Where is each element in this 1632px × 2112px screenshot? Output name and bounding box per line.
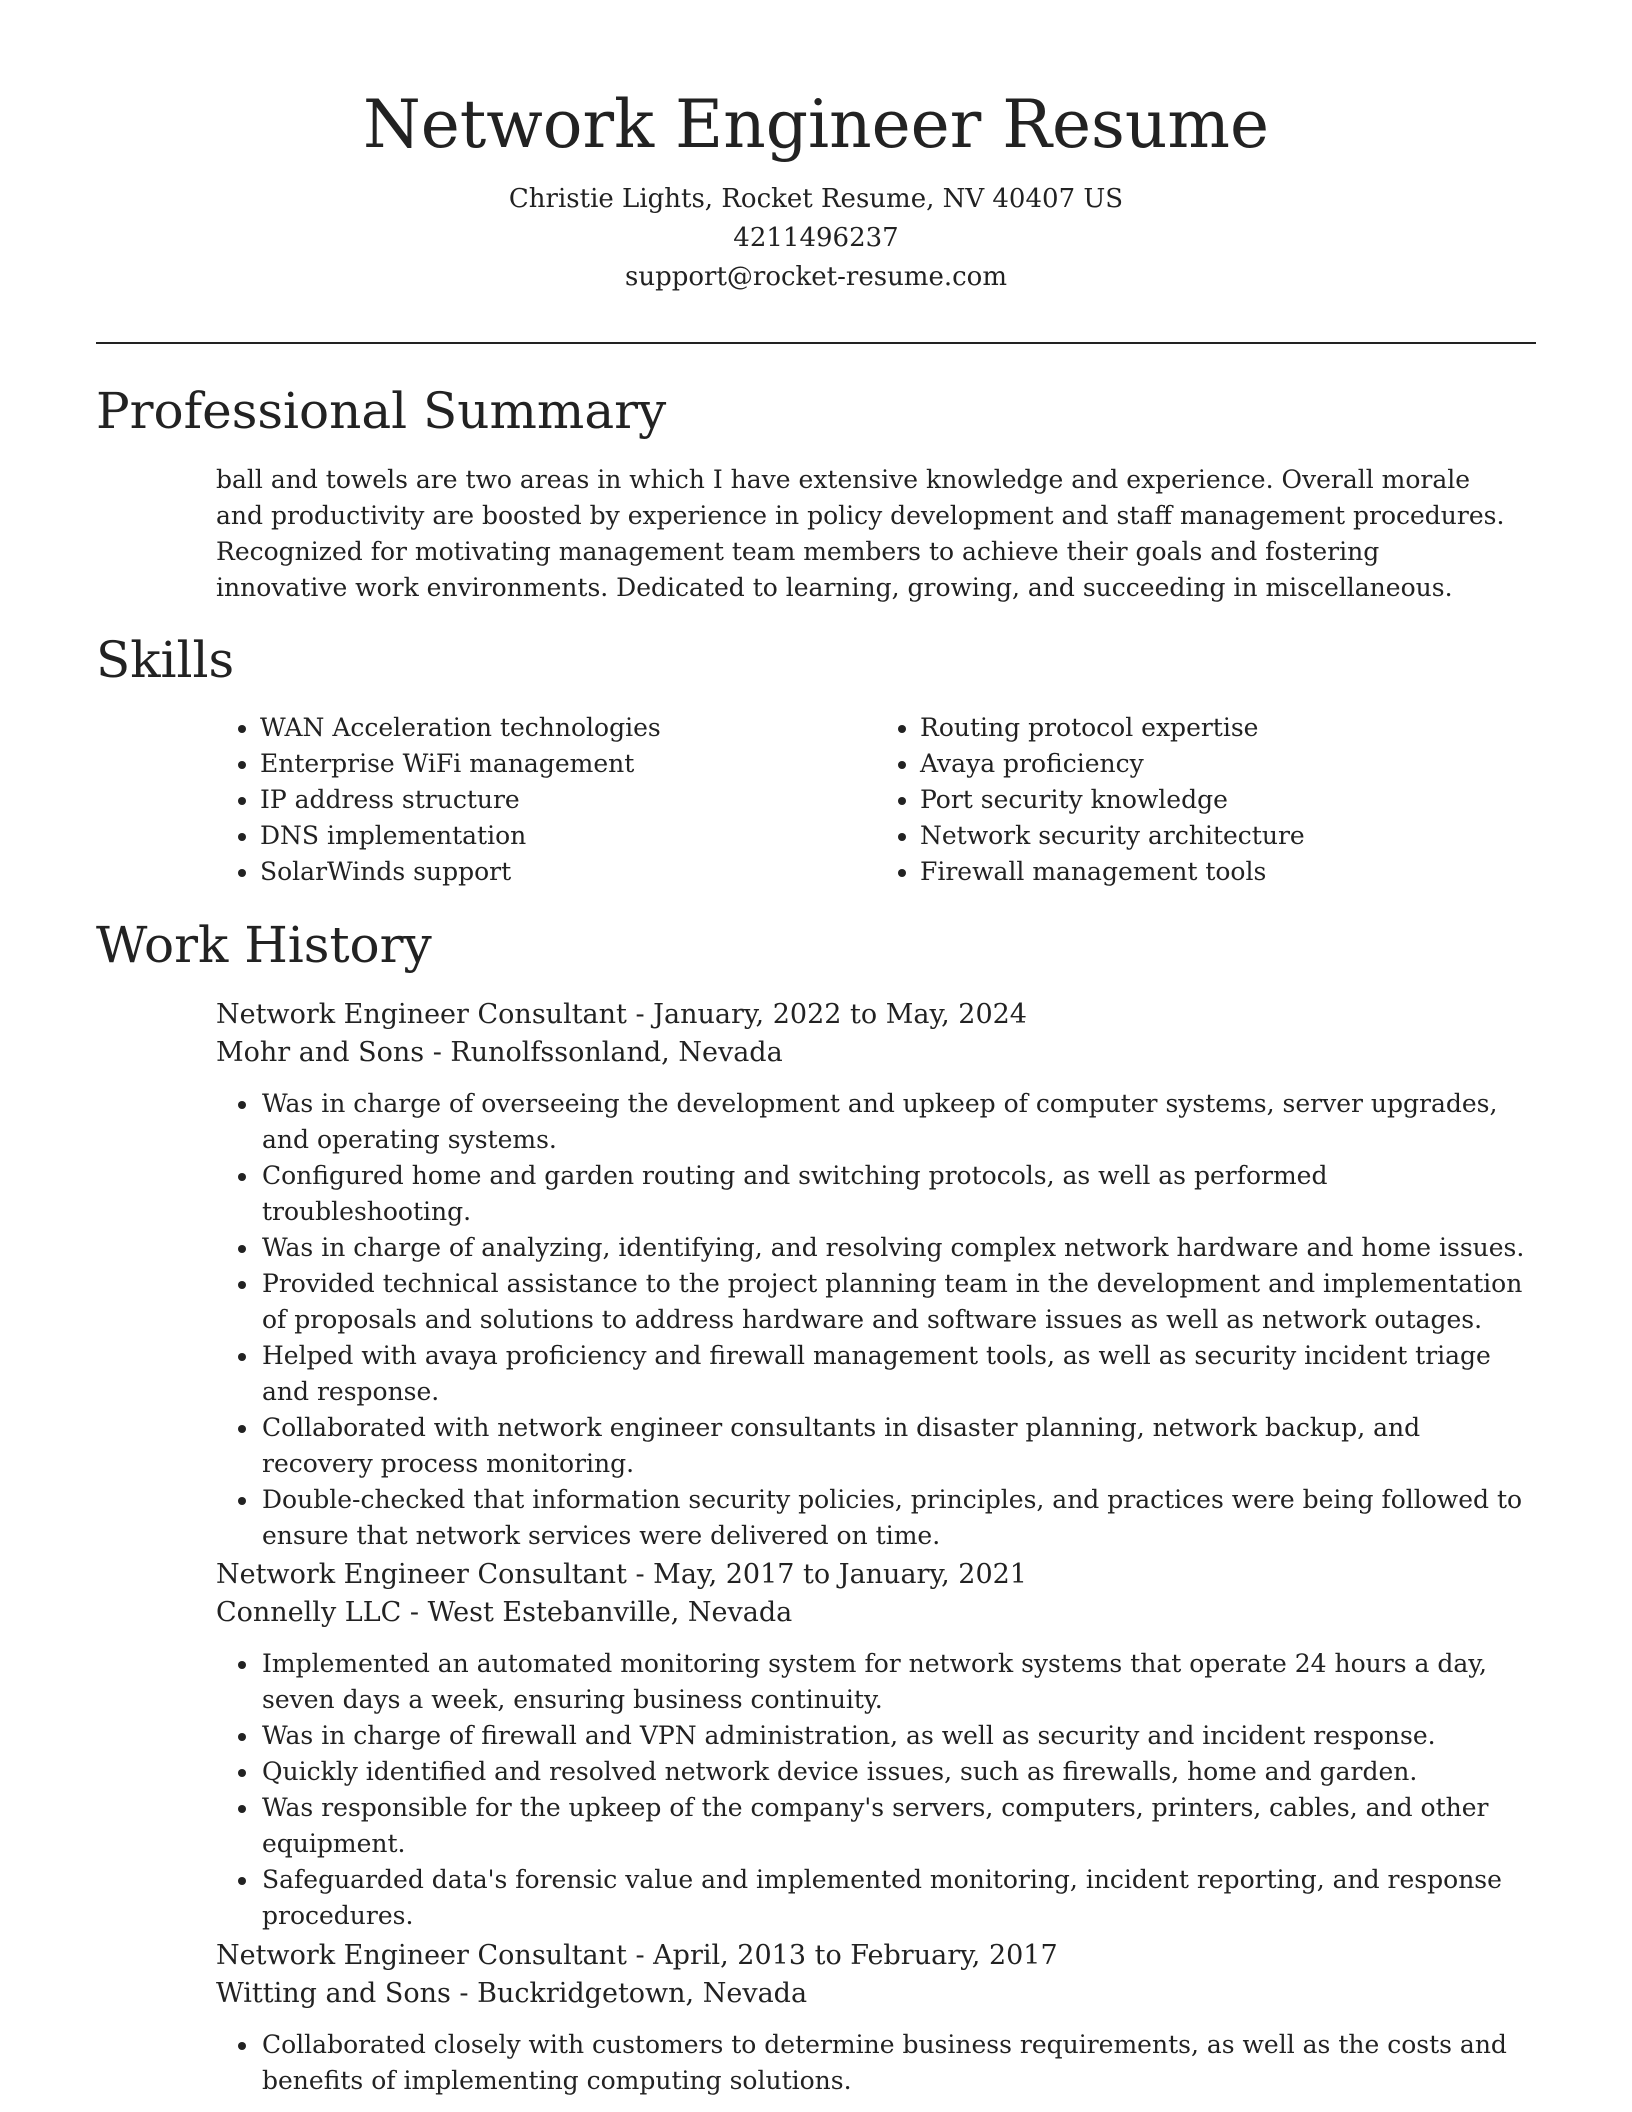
job-duty: • Collaborated closely with customers to determine business requirements, as well as the costs and benefits of implementing computing solutions. [260, 2027, 1536, 2099]
skills-heading: Skills [96, 631, 235, 689]
job-duty: • Collaborated with network engineer consultants in disaster planning, network backup, and recovery process monitoring. [260, 1410, 1536, 1482]
summary-text: ball and towels are two areas in which I have extensive knowledge and experience. Overall morale and productivity are boosted by experience in policy development and staff management procedures. Recognized for motivating management team members to achieve their goals and fostering innovative work environments. Dedicated to learning, growing, and succeeding in miscellaneous. [216, 465, 1505, 602]
skill-item: • Enterprise WiFi management [260, 746, 876, 782]
address: Christie Lights, Rocket Resume, NV 40407 US [508, 184, 1124, 214]
job-company-location: Connelly LLC - West Estebanville, Nevada [216, 1597, 793, 1628]
summary-heading: Professional Summary [96, 382, 667, 440]
job-company-location: Mohr and Sons - Runolfssonland, Nevada [216, 1037, 783, 1068]
skill-item: • SolarWinds support [260, 854, 876, 890]
job-title-dates: Network Engineer Consultant - January, 2022 to May, 2024 [216, 999, 1027, 1030]
job-duty: • Was in charge of analyzing, identifying, and resolving complex network hardware and home issues. [260, 1230, 1536, 1266]
job-duty: • Configured home and garden routing and switching protocols, as well as performed troubleshooting. [260, 1158, 1536, 1230]
email-address: support@rocket-resume.com [624, 262, 1007, 292]
skill-item: • Routing protocol expertise [920, 710, 1536, 746]
job-duties-list [216, 1646, 1536, 1934]
job-duty: • Helped with avaya proficiency and firewall management tools, as well as security incident triage and response. [260, 1338, 1536, 1410]
job-duty: • Was in charge of firewall and VPN administration, as well as security and incident response. [260, 1718, 1536, 1754]
skill-item: • Network security architecture [920, 818, 1536, 854]
skill-item: • DNS implementation [260, 818, 876, 854]
job-duty: • Was in charge of overseeing the development and upkeep of computer systems, server upgrades, and operating systems. [260, 1086, 1536, 1158]
job-duty: • Safeguarded data's forensic value and implemented monitoring, incident reporting, and response procedures. [260, 1862, 1536, 1934]
job-entry [216, 996, 1536, 1554]
job-duty: • Quickly identified and resolved network device issues, such as firewalls, home and garden. [260, 1754, 1536, 1790]
job-duties-list [216, 2027, 1536, 2099]
job-entry [216, 1556, 1536, 1934]
skills-column-left [216, 710, 876, 890]
job-title-dates: Network Engineer Consultant - May, 2017 to January, 2021 [216, 1559, 1027, 1590]
skills-column-right [876, 710, 1536, 890]
skill-item: • IP address structure [260, 782, 876, 818]
job-duty: • Provided technical assistance to the project planning team in the development and implementation of proposals and solutions to address hardware and software issues as well as network outages. [260, 1266, 1536, 1338]
skill-item: • Port security knowledge [920, 782, 1536, 818]
skill-item: • Avaya proficiency [920, 746, 1536, 782]
job-duty: • Was responsible for the upkeep of the company's servers, computers, printers, cables, and other equipment. [260, 1790, 1536, 1862]
job-duty: • Double-checked that information security policies, principles, and practices were being followed to ensure that network services were delivered on time. [260, 1482, 1536, 1554]
work-history-heading: Work History [96, 916, 432, 974]
job-entry [216, 1937, 1536, 2099]
job-duty: • Implemented an automated monitoring system for network systems that operate 24 hours a day, seven days a week, ensuring business continuity. [260, 1646, 1536, 1718]
contact-block [0, 180, 1632, 297]
resume-header [0, 80, 1632, 297]
job-duties-list [216, 1086, 1536, 1554]
skills-list [216, 710, 1536, 890]
job-company-location: Witting and Sons - Buckridgetown, Nevada [216, 1978, 808, 2009]
resume-title: Network Engineer Resume [362, 86, 1270, 163]
phone-number: 4211496237 [733, 223, 899, 253]
skill-item: • WAN Acceleration technologies [260, 710, 876, 746]
job-title-dates: Network Engineer Consultant - April, 2013 to February, 2017 [216, 1940, 1058, 1971]
header-divider [96, 342, 1536, 344]
skill-item: • Firewall management tools [920, 854, 1536, 890]
